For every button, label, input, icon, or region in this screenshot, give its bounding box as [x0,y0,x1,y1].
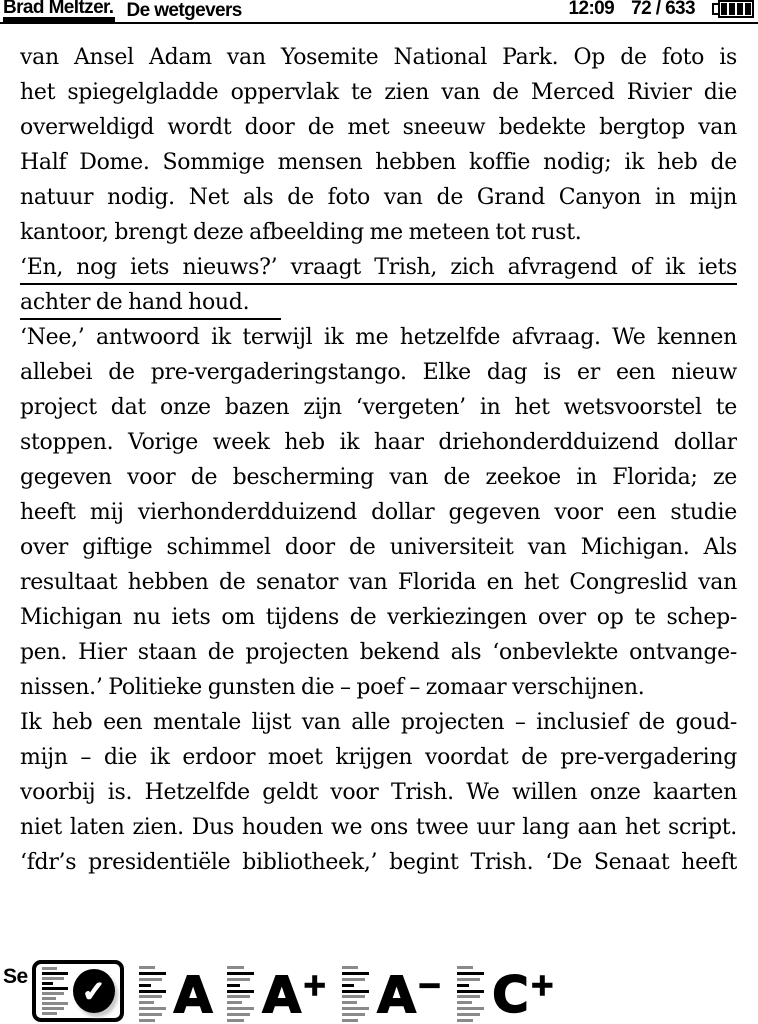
text-size-normal-button[interactable] [139,966,213,1022]
status-right [569,0,754,22]
text-lines-icon [457,966,484,1022]
highlight-underline: achter de hand houd. [20,290,281,320]
text-line: stoppen. Vorige week heb ik haar driehonderdduizend dollar [20,430,737,455]
book-title: De wetgevers [126,0,242,21]
text-line: allebei de pre-vergaderingstango. Elke dag is er een nieuw [20,360,737,385]
book-author: Brad Meltzer. [3,0,115,22]
text-line: resultaat hebben de senator van Florida en het Congreslid van [20,570,737,595]
text-line [20,285,737,320]
text-line: nissen.’ Politieke gunsten die – poef – zomaar verschijnen. [20,675,645,700]
clock: 12:09 [568,0,615,19]
text-line: natuur nodig. Net als de foto van de Grand Canyon in mijn [20,185,737,210]
text-line: kantoor, brengt deze afbeelding me meteen tot rust. [20,220,582,245]
text-line: over giftige schimmel door de universiteit van Michigan. Als [20,535,737,560]
toolbar-buttons [32,960,555,1022]
text-line: Ik heb een mentale lijst van alle projecten – inclusief de goud- [20,710,737,735]
text-line: pen. Hier staan de projecten bekend als ‘onbevlekte ontvange- [20,640,737,665]
text-line: ‘fdr’s presidentiële bibliotheek,’ begint Trish. ‘De Senaat heeft [20,850,737,875]
highlight-underline: ‘En, nog iets nieuws?’ vraagt Trish, zich afvragend of ik iets [20,255,737,285]
settings-toolbar [3,958,555,1022]
contrast-increase-button[interactable] [457,966,555,1022]
text-line: gegeven voor de bescherming van de zeekoe in Florida; ze [20,465,737,490]
letter-label: A− [377,966,443,1024]
reader-lines [20,40,737,880]
modifier-label: − [416,968,443,1003]
text-line: overweldigd wordt door de met sneeuw bedekte bergtop van [20,115,737,140]
text-line: heeft mij vierhonderdduizend dollar gegeven voor een studie [20,500,737,525]
status-bar [0,0,758,24]
text-size-selected-button[interactable] [32,960,124,1022]
check-icon: ✓ [73,969,115,1013]
text-line: Michigan nu iets om tijdens de verkiezingen over op te schep- [20,605,737,630]
text-line [20,250,737,285]
text-line: ‘Nee,’ antwoord ik terwijl ik me hetzelfde afvraag. We kennen [20,325,737,350]
text-line: mijn – die ik erdoor moet krijgen voordat de pre-vergadering [20,745,737,770]
text-line: van Ansel Adam van Yosemite National Park. Op de foto is [20,45,737,70]
page-position: 72 / 633 [631,0,695,19]
text-lines-icon [139,966,166,1022]
text-line: voorbij is. Hetzelfde geldt voor Trish. We willen onze kaarten [20,780,737,805]
text-lines-icon [342,966,369,1022]
modifier-label: + [529,968,555,1003]
text-line: het spiegelgladde oppervlak te zien van de Merced Rivier die [20,80,737,105]
text-line: niet laten zien. Dus houden we ons twee uur lang aan het script. [20,815,737,840]
book-info [3,0,242,22]
letter-label: A+ [262,966,328,1024]
letter-label: A [173,966,213,1024]
text-line: Half Dome. Sommige mensen hebben koffie nodig; ik heb de [20,150,737,175]
text-size-decrease-button[interactable] [342,966,442,1022]
text-size-increase-button[interactable] [227,966,327,1022]
text-line: project dat onze bazen zijn ‘vergeten’ in het wetsvoorstel te [20,395,737,420]
letter-label: C+ [492,966,555,1024]
battery-body [718,0,754,18]
modifier-label: + [302,968,328,1003]
battery-full-icon [712,0,754,18]
text-lines-icon [42,967,68,1015]
toolbar-label: Se [3,965,28,988]
text-lines-icon [227,966,254,1022]
